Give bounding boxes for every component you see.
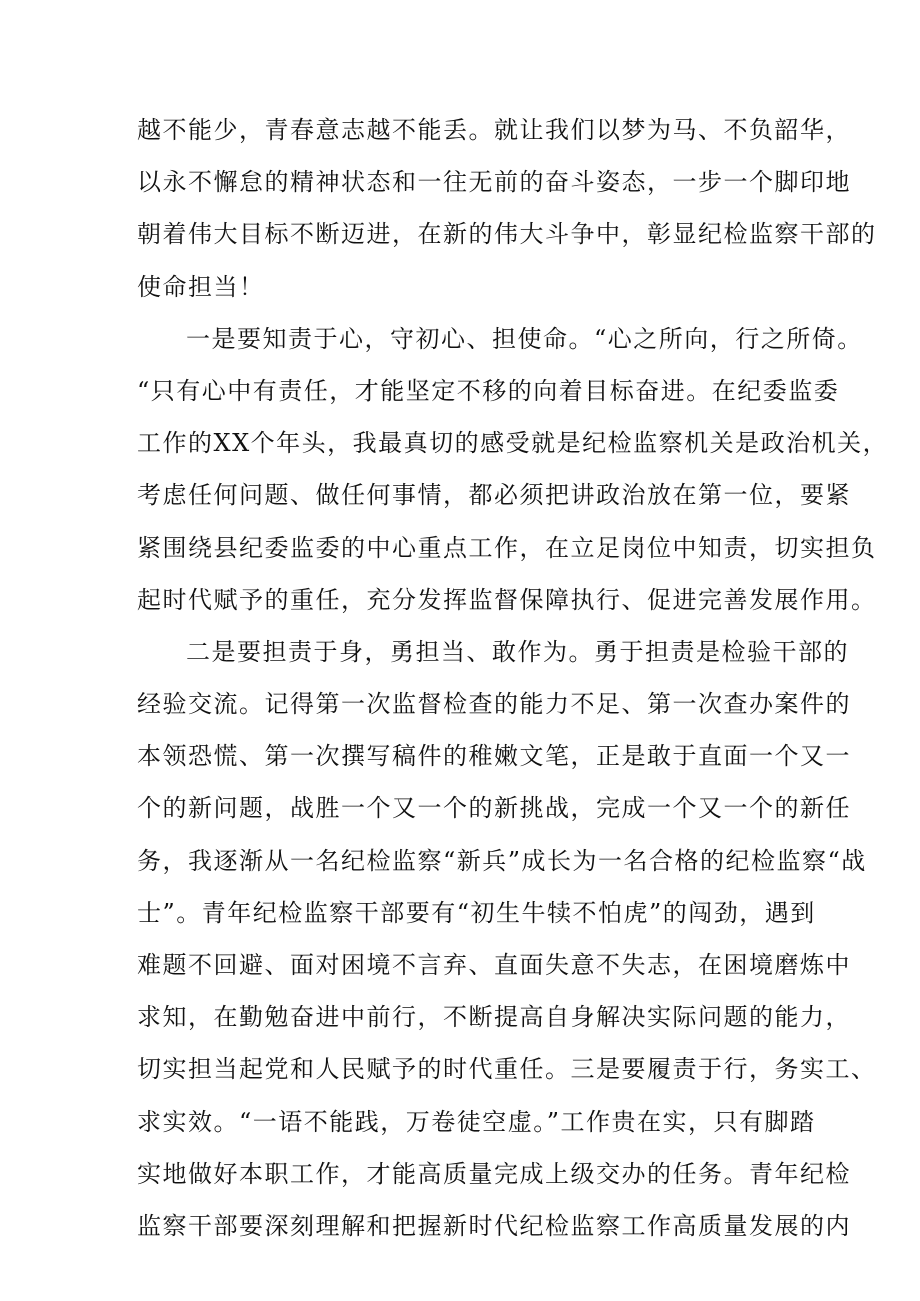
text-line: 起时代赋予的重任，充分发挥监督保障执行、促进完善发展作用。 xyxy=(137,585,877,614)
text-line: 工作的XX个年头，我最真切的感受就是纪检监察机关是政治机关， xyxy=(137,429,889,458)
paragraph-start-line: 二是要担责于身，勇担当、敢作为。勇于担责是检验干部的 xyxy=(186,637,849,666)
text-line: 个的新问题，战胜一个又一个的新挑战，完成一个又一个的新任 xyxy=(137,794,851,823)
text-line: 本领恐慌、第一次撰写稿件的稚嫩文笔，正是敢于直面一个又一 xyxy=(137,742,851,771)
text-line: 务，我逐渐从一名纪检监察“新兵”成长为一名合格的纪检监察“战 xyxy=(137,846,867,875)
text-line: 切实担当起党和人民赋予的时代重任。三是要履责于行，务实工、 xyxy=(137,1055,877,1084)
text-line: 难题不回避、面对困境不言弃、直面失意不失志，在困境磨炼中 xyxy=(137,951,851,979)
text-line: 实地做好本职工作，才能高质量完成上级交办的任务。青年纪检 xyxy=(137,1159,851,1188)
text-line: 考虑任何问题、做任何事情，都必须把讲政治放在第一位，要紧 xyxy=(137,481,851,510)
paragraph-start-line: 一是要知责于心，守初心、担使命。“心之所向，行之所倚。 xyxy=(186,324,863,353)
text-line: 监察干部要深刻理解和把握新时代纪检监察工作高质量发展的内 xyxy=(137,1211,851,1240)
text-line: 越不能少，青春意志越不能丢。就让我们以梦为马、不负韶华， xyxy=(137,116,851,144)
text-line: 求实效。“一语不能践，万卷徒空虚。”工作贵在实，只有脚踏 xyxy=(137,1107,816,1136)
text-line: 经验交流。记得第一次监督检查的能力不足、第一次查办案件的 xyxy=(137,690,851,719)
text-line: 紧围绕县纪委监委的中心重点工作，在立足岗位中知责，切实担负 xyxy=(137,533,877,562)
text-line: 朝着伟大目标不断迈进，在新的伟大斗争中，彰显纪检监察干部的 xyxy=(137,220,877,249)
text-line: 求知，在勤勉奋进中前行，不断提高自身解决实际问题的能力， xyxy=(137,1003,851,1032)
text-line: 士”。青年纪检监察干部要有“初生牛犊不怕虎”的闯劲，遇到 xyxy=(137,898,816,927)
document-body xyxy=(137,104,889,1252)
text-line: “只有心中有责任，才能坚定不移的向着目标奋进。在纪委监委 xyxy=(137,376,840,405)
text-line: 以永不懈怠的精神状态和一往无前的奋斗姿态，一步一个脚印地 xyxy=(137,168,851,197)
text-line: 使命担当！ xyxy=(137,272,265,301)
